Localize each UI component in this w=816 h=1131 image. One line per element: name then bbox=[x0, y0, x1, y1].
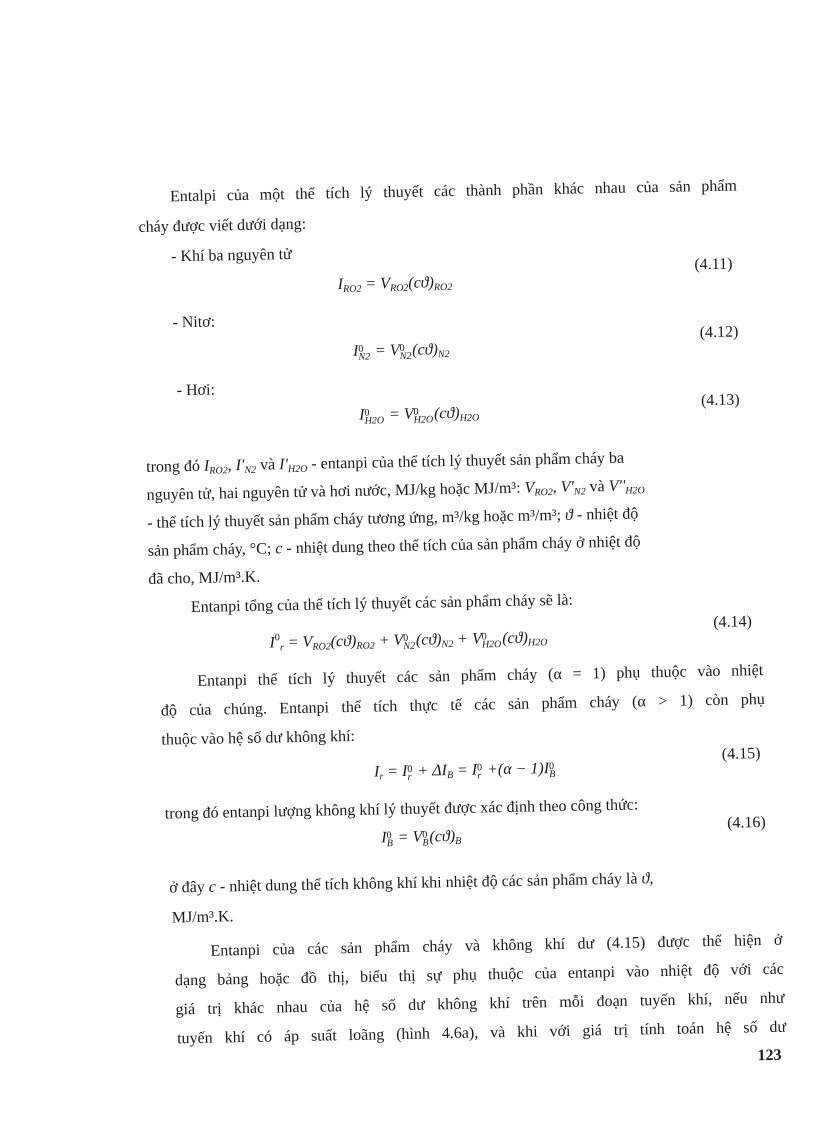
paragraph-4-line-2: độ của chúng. Entanpi thể tích thực tế các sản phẩm cháy (α > 1) còn phụ bbox=[160, 691, 765, 720]
paragraph-4-line-1: Entanpi thể tích lý thuyết các sản phẩm cháy (α = 1) phụ thuộc vào nhiệt bbox=[197, 662, 764, 690]
paragraph-7-line-4: tuyến khí có áp suất loãng (hình 4.6a), và khi với giá trị tính toán hệ số dư bbox=[176, 1018, 787, 1048]
page-number: 123 bbox=[757, 1046, 782, 1065]
equation-number-4-13: (4.13) bbox=[700, 391, 740, 410]
equation-4-12: I 0 N2 = V 0 N2 $(cϑ)_{N2}$ bbox=[352, 341, 450, 363]
item-hoi: - Hơi: bbox=[176, 381, 216, 400]
paragraph-5: trong đó entanpi lượng không khí lý thuyết được xác định theo công thức: bbox=[164, 796, 639, 823]
paragraph-1-line-1: Entalpi của một thể tích lý thuyết các thành phần khác nhau của sản phẩm bbox=[169, 177, 738, 206]
equation-number-4-16: (4.16) bbox=[726, 814, 766, 832]
equation-number-4-14: (4.14) bbox=[713, 613, 753, 631]
equation-4-11: $I_{RO2} = V_{RO2}(cϑ)_{RO2}$ bbox=[337, 274, 453, 296]
paragraph-7-line-1: Entanpi của các sản phẩm cháy và không khí dư (4.15) được thể hiện ở bbox=[210, 931, 783, 960]
equation-4-16: I 0 B = V 0 B $(cϑ)_B$ bbox=[381, 827, 462, 850]
paragraph-3: Entanpi tổng của thể tích lý thuyết các sản phẩm cháy sẽ là: bbox=[190, 591, 574, 617]
paragraph-2-line-5: đã cho, MJ/m³.K. bbox=[148, 568, 261, 588]
item-khi-ba-nguyen-tu: - Khí ba nguyên tử bbox=[170, 246, 292, 266]
item-nito: - Nitơ: bbox=[172, 313, 216, 332]
paragraph-2-line-1: trong đó $I_{RO2}$, $I'_{N2}$ và $I'_{H2O}$ - entanpi của thể tích lý thuyết sản phẩm cháy ba bbox=[146, 449, 625, 477]
equation-4-13: I 0 H2O = V 0 H2O $(cϑ)_{H2O}$ bbox=[359, 404, 480, 427]
paragraph-6-line-2: MJ/m³.K. bbox=[171, 908, 234, 927]
paragraph-2-line-2: nguyên tử, hai nguyên tử và hơi nước, MJ/kg hoặc MJ/m³: $V_{RO2}$, $V'_{N2}$ và $V''_{H2O}$ bbox=[146, 477, 645, 504]
equation-number-4-12: (4.12) bbox=[699, 323, 739, 342]
paragraph-4-line-3: thuộc vào hệ số dư không khí: bbox=[161, 727, 356, 749]
equation-number-4-11: (4.11) bbox=[694, 255, 733, 274]
paragraph-2-line-4: sản phẩm cháy, °C; c - nhiệt dung theo thể tích của sản phẩm cháy ở nhiệt độ bbox=[147, 533, 641, 560]
paragraph-7-line-3: giá trị khác nhau của hệ số dư không khí trên mỗi đoạn tuyến khí, nếu như bbox=[175, 989, 785, 1019]
paragraph-1-line-2: cháy được viết dưới dạng: bbox=[138, 215, 307, 236]
paragraph-6-line-1: ở đây c - nhiệt dung thể tích không khí khi nhiệt độ các sản phẩm cháy là ϑ, bbox=[169, 870, 654, 897]
equation-number-4-15: (4.15) bbox=[721, 745, 761, 763]
equation-4-14: $I^0_r = V_{RO2}(cϑ)_{RO2} + V$ 0 N2 $(cϑ)_{N2} + V$ 0 H2O $(cϑ)_{H2O}$ bbox=[269, 629, 548, 654]
equation-4-15: $I_r = I$ 0 r + $\Delta I_B = I$ 0 r +(α − 1)I 0 B bbox=[373, 760, 556, 783]
paragraph-7-line-2: dạng bảng hoặc đồ thị, biểu thị sự phụ thuộc của entanpi vào nhiệt độ với các bbox=[174, 960, 785, 990]
paragraph-2-line-3: - thể tích lý thuyết sản phẩm cháy tương ứng, m³/kg hoặc m³/m³; ϑ - nhiệt độ bbox=[147, 505, 639, 532]
